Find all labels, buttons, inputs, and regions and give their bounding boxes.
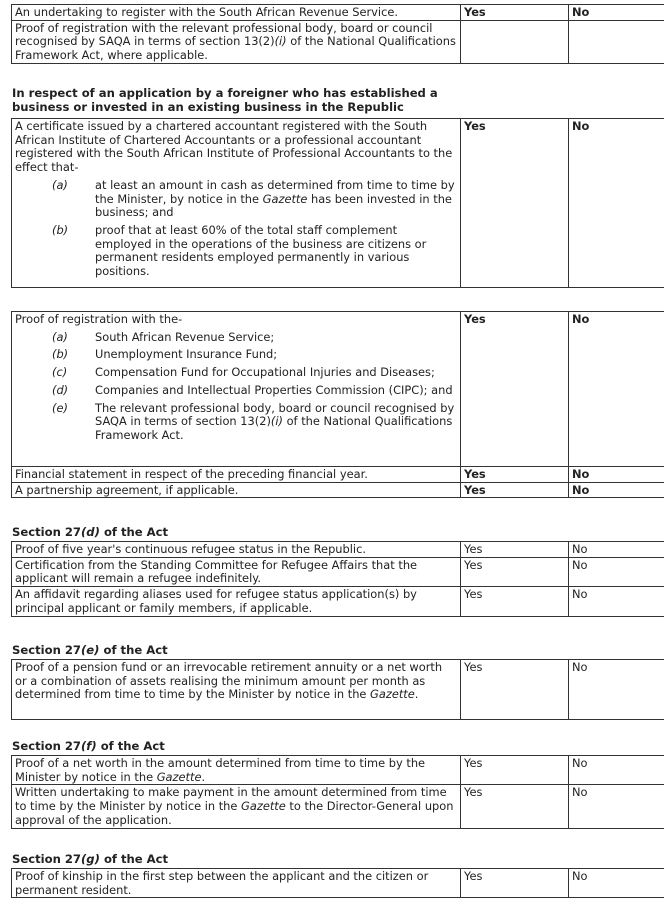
requirement-text: An undertaking to register with the South African Revenue Service. xyxy=(12,5,461,21)
no-cell: No xyxy=(569,587,664,617)
requirement-text: Proof of a pension fund or an irrevocable retirement annuity or a net worth or a combination of assets realising the minimum amount per month as determined from time to time by the Minister by notice in the Gazette. xyxy=(12,660,461,720)
yes-cell xyxy=(461,20,569,63)
requirement-text xyxy=(12,119,461,288)
yes-cell: Yes xyxy=(461,869,569,898)
requirement-text: Proof of kinship in the first step between the applicant and the citizen or permanent resident. xyxy=(12,869,461,898)
yes-cell: Yes xyxy=(461,119,569,288)
table-row xyxy=(12,557,664,586)
section-27g-table xyxy=(11,868,657,898)
list-item: (b) Unemployment Insurance Fund; xyxy=(52,347,278,362)
yes-cell: Yes xyxy=(461,785,569,829)
list-item: (d) Companies and Intellectual Properties Commission (CIPC); and xyxy=(52,382,453,397)
yes-cell: Yes xyxy=(461,587,569,617)
yes-cell: Yes xyxy=(461,467,569,483)
list-item: (e) The relevant professional body, board or council recognised by SAQA in terms of section 13(2)(i) of the National Qualifications Framework Act. xyxy=(52,400,455,442)
list-item: (c) Compensation Fund for Occupational Injuries and Diseases; xyxy=(52,365,435,380)
no-cell: No xyxy=(569,557,664,586)
yes-cell: Yes xyxy=(461,542,569,558)
table-row xyxy=(12,482,664,498)
no-cell: No xyxy=(569,5,664,21)
list-item: (a) South African Revenue Service; xyxy=(52,329,275,344)
yes-cell: Yes xyxy=(461,482,569,498)
no-cell: No xyxy=(569,785,664,829)
table-row xyxy=(12,467,664,483)
table-row xyxy=(12,20,664,63)
table-row xyxy=(12,785,664,829)
requirement-text: Proof of registration with the relevant professional body, board or council recognised by SAQA in terms of section 13(2)(i) of the National Qualifications Framework Act, where applicable. xyxy=(12,20,461,63)
yes-cell: Yes xyxy=(461,312,569,467)
table-row xyxy=(12,660,664,720)
table-row xyxy=(12,587,664,617)
requirement-text: Proof of five year's continuous refugee status in the Republic. xyxy=(12,542,461,558)
registration-intro: Proof of registration with the- xyxy=(15,312,183,326)
table-row xyxy=(12,756,664,785)
foreigner-requirements-table xyxy=(11,118,657,288)
requirement-text: Written undertaking to make payment in the amount determined from time to time by the Minister by notice in the Gazette to the Director-General upon approval of the application. xyxy=(12,785,461,829)
no-cell: No xyxy=(569,312,664,467)
section-27f-heading: Section 27(f) of the Act xyxy=(12,739,165,753)
yes-cell: Yes xyxy=(461,660,569,720)
section-27e-heading: Section 27(e) of the Act xyxy=(12,643,168,657)
item-text: proof that at least 60% of the total staff complement employed in the operations of the business are citizens or permanent residents employed permanently in various positions. xyxy=(95,222,427,279)
item-letter: (a) xyxy=(52,177,68,192)
requirement-text xyxy=(12,312,461,467)
section-27g-heading: Section 27(g) of the Act xyxy=(12,852,169,866)
section-27d-heading: Section 27(d) of the Act xyxy=(12,525,169,539)
yes-cell: Yes xyxy=(461,5,569,21)
item-text: at least an amount in cash as determined from time to time by the Minister, by notice in the Gazette has been invested in the business; and xyxy=(95,177,455,220)
no-cell: No xyxy=(569,660,664,720)
top-requirements-table xyxy=(11,4,657,64)
no-cell: No xyxy=(569,542,664,558)
foreigner-section-heading: In respect of an application by a foreigner who has established a business or invested in an existing business in the Republic xyxy=(12,86,438,114)
list-item xyxy=(15,224,457,279)
yes-cell: Yes xyxy=(461,756,569,785)
item-letter: (b) xyxy=(52,222,69,237)
no-cell: No xyxy=(569,756,664,785)
no-cell: No xyxy=(569,482,664,498)
requirement-text: An affidavit regarding aliases used for refugee status application(s) by principal applicant or family members, if applicable. xyxy=(12,587,461,617)
table-row xyxy=(12,312,664,467)
requirement-text: Proof of a net worth in the amount determined from time to time by the Minister by notice in the Gazette. xyxy=(12,756,461,785)
requirement-text: Certification from the Standing Committee for Refugee Affairs that the applicant will remain a refugee indefinitely. xyxy=(12,557,461,586)
no-cell: No xyxy=(569,119,664,288)
no-cell: No xyxy=(569,869,664,898)
section-27e-table xyxy=(11,659,657,720)
requirement-text: A partnership agreement, if applicable. xyxy=(12,482,461,498)
registration-requirements-table xyxy=(11,311,657,498)
no-cell: No xyxy=(569,467,664,483)
section-27f-table xyxy=(11,755,657,829)
table-row xyxy=(12,119,664,288)
table-row xyxy=(12,5,664,21)
certificate-intro: A certificate issued by a chartered accountant registered with the South African Institute of Chartered Accountants or a professional accountant registered with the South African Institute of Professional Accountants to the effect that- xyxy=(15,119,453,175)
requirement-text: Financial statement in respect of the preceding financial year. xyxy=(12,467,461,483)
list-item xyxy=(15,179,457,220)
table-row xyxy=(12,869,664,898)
yes-cell: Yes xyxy=(461,557,569,586)
table-row xyxy=(12,542,664,558)
section-27d-table xyxy=(11,541,657,617)
no-cell xyxy=(569,20,664,63)
